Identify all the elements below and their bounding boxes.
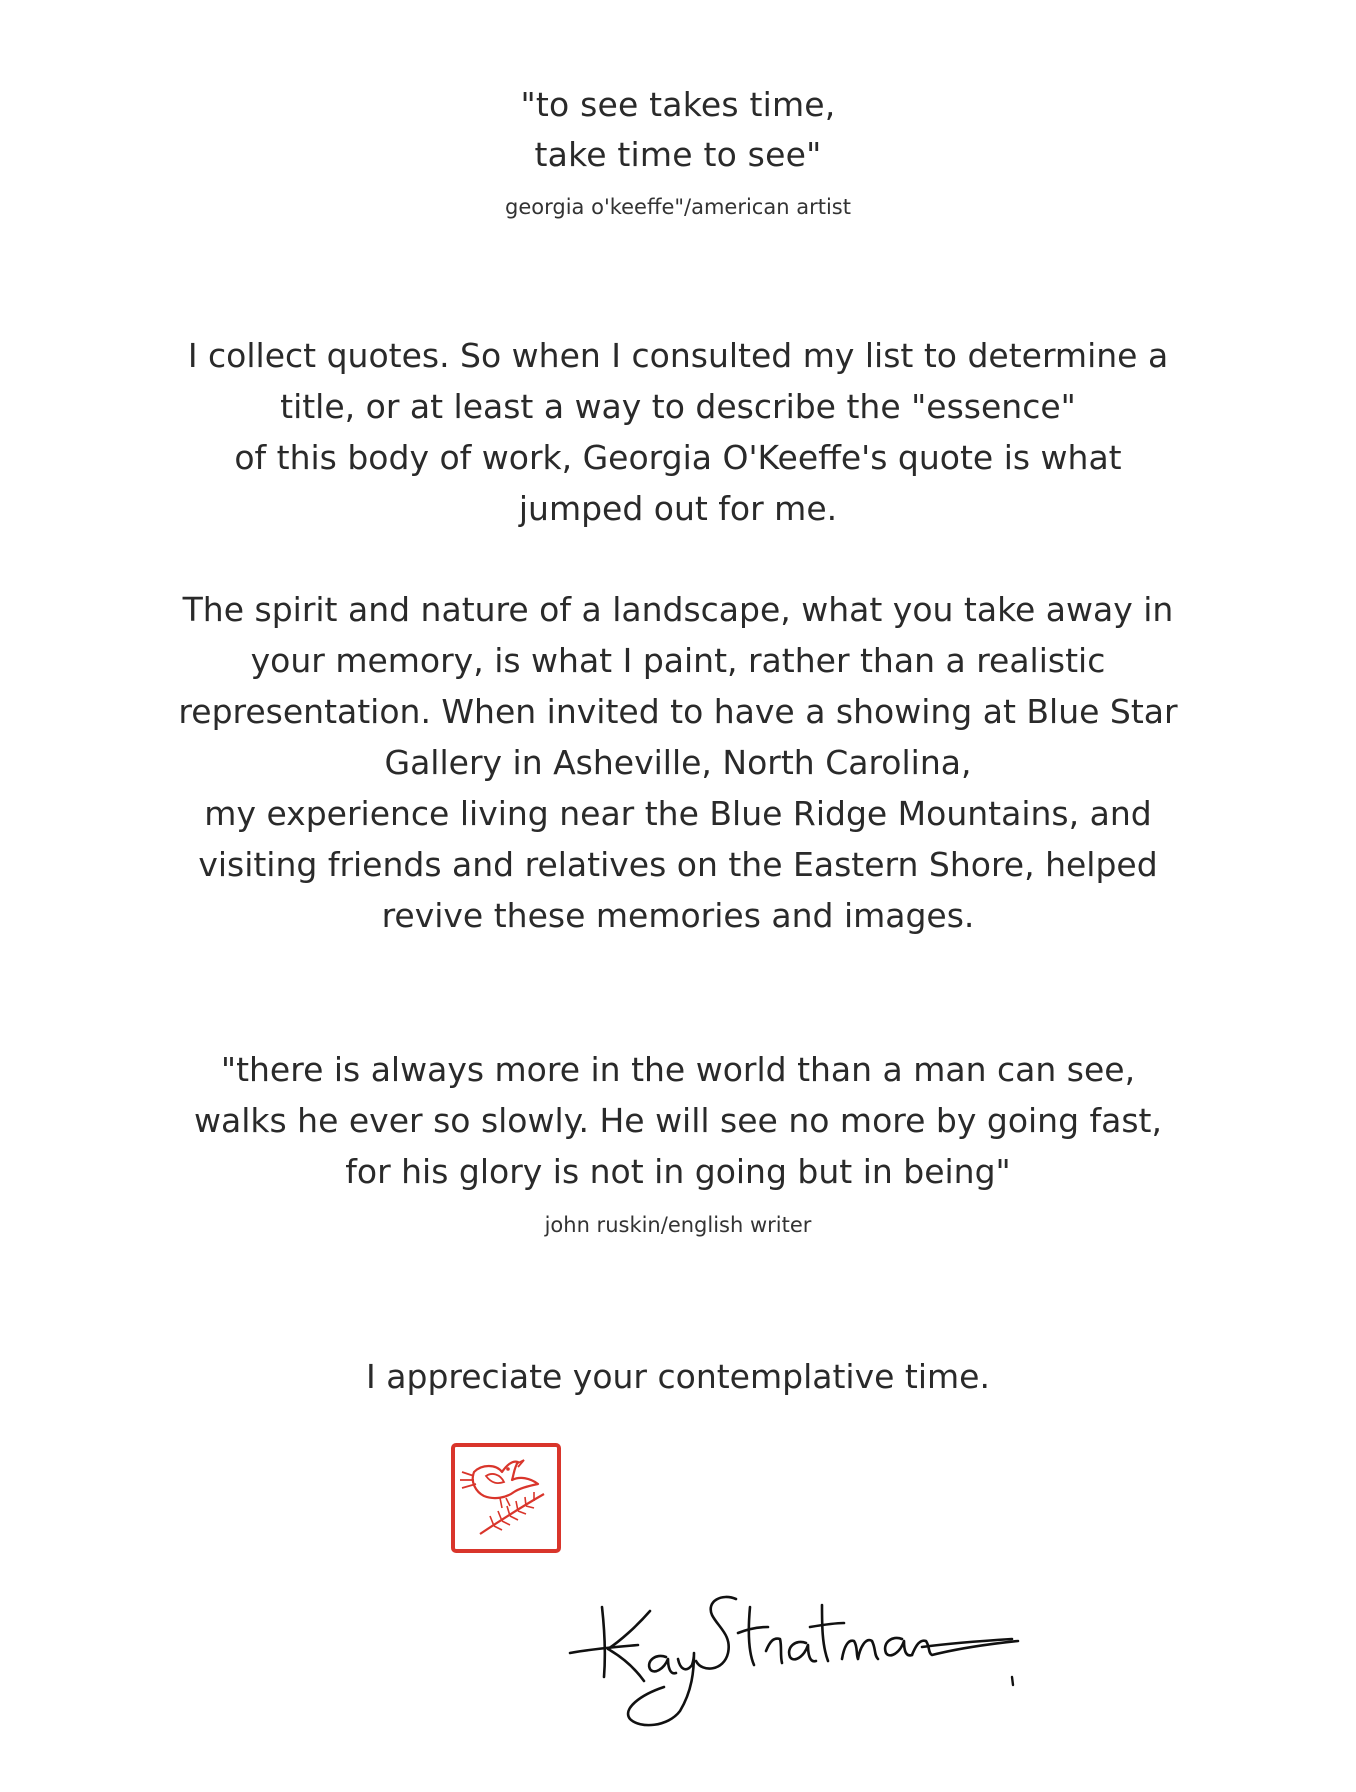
ruskin-quote-line-3: for his glory is not in going but in being" (345, 1152, 1011, 1191)
closing-line: I appreciate your contemplative time. (366, 1357, 990, 1396)
ruskin-quote (0, 1044, 1356, 1197)
statement-line-4: Gallery in Asheville, North Carolina, (384, 743, 972, 782)
intro-line-2: title, or at least a way to describe the "essence" (280, 387, 1076, 426)
ruskin-quote-line-2: walks he ever so slowly. He will see no more by going fast, (194, 1101, 1162, 1140)
ruskin-attribution: john ruskin/english writer (544, 1213, 812, 1237)
intro-line-3: of this body of work, Georgia O'Keeffe's quote is what (234, 438, 1122, 477)
bird-seal-icon (450, 1442, 562, 1554)
handwritten-signature (560, 1555, 1030, 1730)
okeeffe-quote (0, 80, 1356, 180)
statement-line-2: your memory, is what I paint, rather than a realistic (250, 641, 1106, 680)
statement-line-3: representation. When invited to have a showing at Blue Star (178, 692, 1178, 731)
statement-line-7: revive these memories and images. (381, 896, 975, 935)
intro-line-1: I collect quotes. So when I consulted my list to determine a (187, 336, 1169, 375)
okeeffe-quote-line-2: take time to see" (534, 135, 822, 174)
intro-line-4: jumped out for me. (518, 489, 838, 528)
intro-paragraph (0, 330, 1356, 534)
statement-line-5: my experience living near the Blue Ridge Mountains, and (204, 794, 1152, 833)
statement-line-1: The spirit and nature of a landscape, what you take away in (182, 590, 1174, 629)
statement-line-6: visiting friends and relatives on the Eastern Shore, helped (198, 845, 1158, 884)
ruskin-quote-line-1: "there is always more in the world than a man can see, (220, 1050, 1136, 1089)
statement-paragraph (0, 584, 1356, 941)
okeeffe-attribution: georgia o'keeffe"/american artist (505, 195, 851, 219)
okeeffe-quote-line-1: "to see takes time, (520, 85, 836, 124)
